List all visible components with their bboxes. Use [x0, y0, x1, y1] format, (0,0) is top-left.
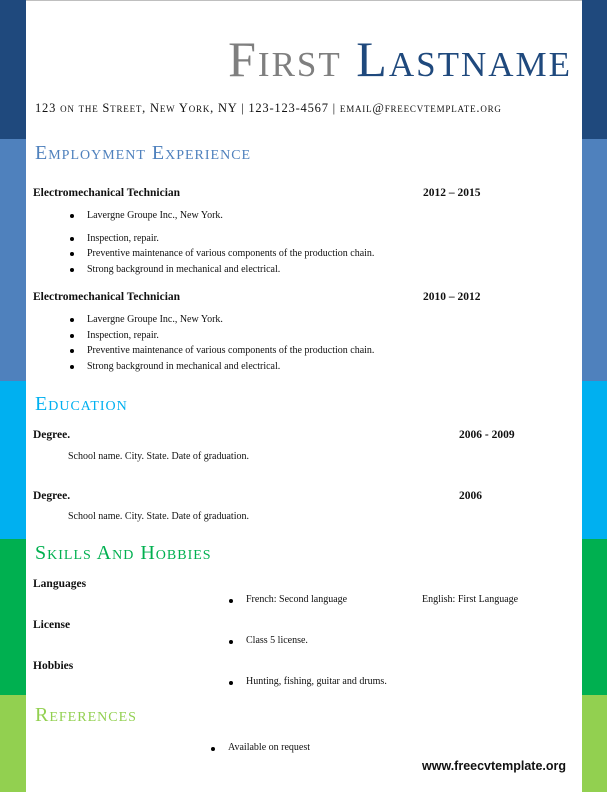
list-item: Preventive maintenance of various components of the production chain.	[70, 343, 374, 359]
list-item: Inspection, repair.	[70, 231, 374, 247]
first-name: First	[228, 31, 342, 87]
references-item: Available on request	[211, 742, 310, 753]
right-band-lime	[582, 695, 607, 792]
skills-heading: Skills And Hobbies	[35, 542, 212, 564]
references-heading: References	[35, 704, 137, 726]
contact-line: 123 on the Street, New York, NY | 123-123-4567 | email@freecvtemplate.org	[35, 101, 502, 115]
list-item: Inspection, repair.	[70, 328, 374, 344]
footer-website-link[interactable]: www.freecvtemplate.org	[422, 759, 567, 773]
education-degree: Degree.	[33, 490, 71, 502]
right-band-blue	[582, 139, 607, 381]
job-title: Electromechanical Technician	[33, 291, 181, 303]
left-band-green	[0, 539, 26, 695]
list-item: Preventive maintenance of various components of the production chain.	[70, 246, 374, 262]
right-band-navy	[582, 0, 607, 139]
page-top-border	[26, 0, 582, 1]
left-band-lime	[0, 695, 26, 792]
job-dates: 2012 – 2015	[423, 187, 481, 199]
hobbies-label: Hobbies	[33, 660, 74, 672]
job-dates: 2010 – 2012	[423, 291, 481, 303]
candidate-name	[228, 30, 572, 88]
education-school: School name. City. State. Date of graduation.	[68, 451, 249, 462]
left-band-blue	[0, 139, 26, 381]
job-bullet-list	[70, 312, 374, 374]
education-dates: 2006	[459, 490, 482, 502]
list-item: Lavergne Groupe Inc., New York.	[70, 312, 374, 328]
education-heading: Education	[35, 393, 128, 415]
employment-heading: Employment Experience	[35, 142, 252, 164]
last-name: Lastname	[356, 31, 572, 87]
right-band-cyan	[582, 381, 607, 539]
list-item: Strong background in mechanical and electrical.	[70, 262, 374, 278]
job-title: Electromechanical Technician	[33, 187, 181, 199]
license-item: Class 5 license.	[229, 635, 308, 646]
education-school: School name. City. State. Date of graduation.	[68, 511, 249, 522]
job-bullet-list	[70, 208, 374, 277]
language-item: French: Second language	[229, 594, 347, 605]
hobbies-item: Hunting, fishing, guitar and drums.	[229, 676, 387, 687]
left-band-cyan	[0, 381, 26, 539]
language-item: English: First Language	[422, 594, 519, 605]
languages-label: Languages	[33, 578, 87, 590]
education-degree: Degree.	[33, 429, 71, 441]
right-band-green	[582, 539, 607, 695]
education-dates: 2006 - 2009	[459, 429, 515, 441]
left-band-navy	[0, 0, 26, 139]
list-item: Lavergne Groupe Inc., New York.	[70, 208, 374, 224]
list-item: Strong background in mechanical and electrical.	[70, 359, 374, 375]
license-label: License	[33, 619, 71, 631]
